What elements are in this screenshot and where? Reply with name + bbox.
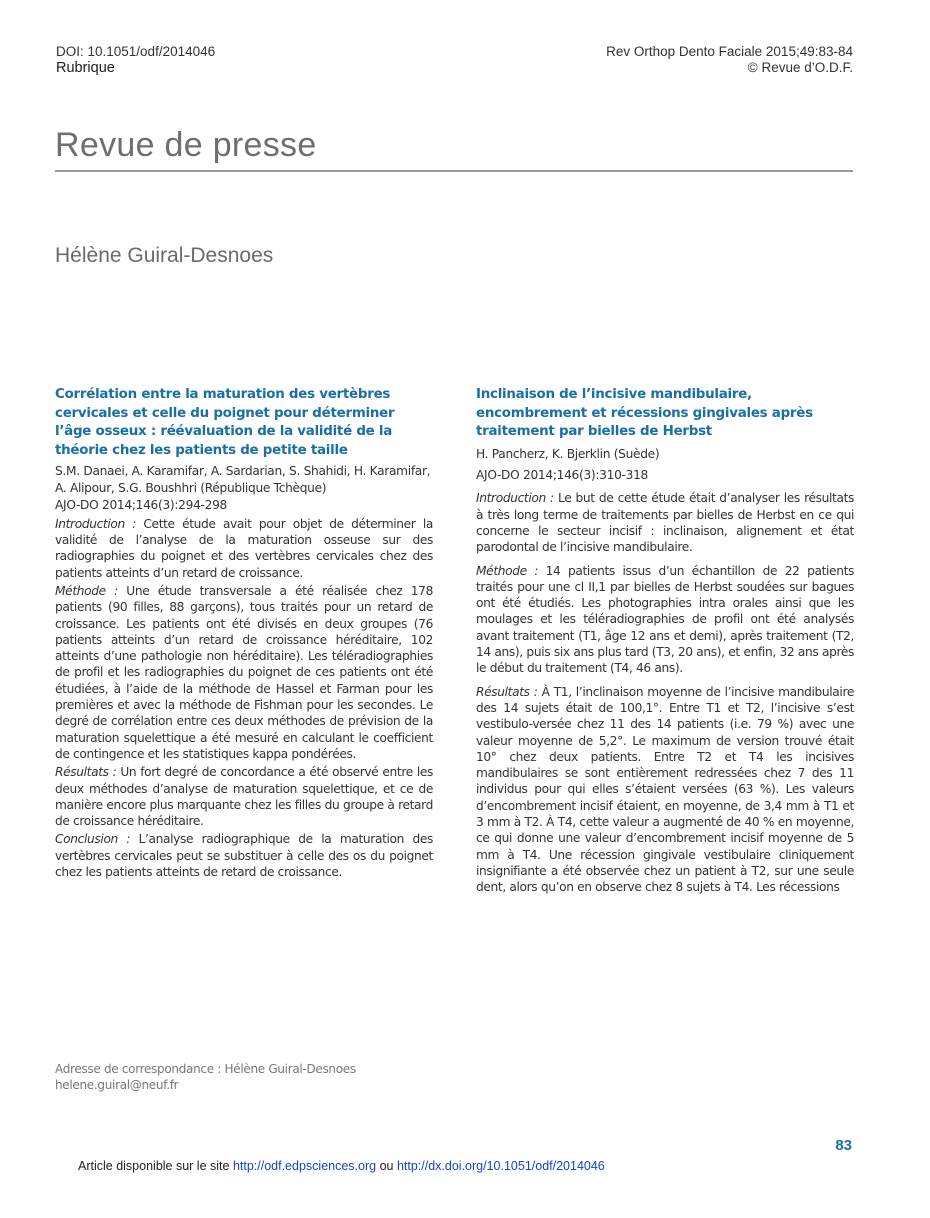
article-resultats (55, 764, 433, 829)
rubrique-label: Rubrique (56, 60, 115, 76)
article-authors: S.M. Danaei, A. Karamifar, A. Sardarian, S. Shahidi, H. Karamifar, (55, 464, 431, 479)
section-text: L’analyse radiographique de la maturation des vertèbres cervicales peut se substituer à celle des os du poignet chez les patients atteints de retard de croissance. (55, 832, 433, 879)
footer-middle: ou (376, 1159, 397, 1173)
doi: DOI: 10.1051/odf/2014046 (56, 44, 216, 59)
correspondence-address: Adresse de correspondance : Hélène Guiral-Desnoes (55, 1062, 356, 1076)
section-label: Conclusion : (55, 832, 131, 847)
footer (78, 1159, 605, 1173)
article-authors: H. Pancherz, K. Bjerklin (Suède) (476, 446, 660, 461)
section-text: Un fort degré de concordance a été observé entre les deux méthodes d’analyse de maturation squelettique, et ce de manière encore plus marquante chez les filles du groupe à retard de croissance héréditaire. (55, 765, 433, 829)
copyright: © Revue d’O.D.F. (747, 60, 853, 75)
footer-link-edpsciences[interactable]: http://odf.edpsciences.org (232, 1159, 377, 1173)
section-text: À T1, l’inclinaison moyenne de l’incisive mandibulaire des 14 sujets était de 100,1°. Entre T1 et T2, l’incisive s’est vestibulo-versée chez 11 des 14 patients (i.e. 79 %) avec une valeur moyenne de 5,2°. Le maximum de version trouvé était 10° chez deux patients. Entre T2 et T4 les incisives mandibulaires se sont entièrement redressées chez 7 des 11 individus pour qui elles s’étaient versées (63 %). Les valeurs d’encombrement incisif étaient, en moyenne, de 3,4 mm à T1 et 3 mm à T2. À T4, cette valeur a augmenté de 40 % en moyenne, ce qui donne une valeur d’encombrement incisif moyenne de 5 mm à T4. Une récession gingivale vestibulaire cliniquement insignifiante a été observée chez un patient à T2, sur une seule dent, alors qu’on en observe chez 8 sujets à T4. Les récessions (476, 684, 854, 895)
article-introduction (476, 490, 854, 555)
title-divider (55, 170, 853, 172)
journal-reference: Rev Orthop Dento Faciale 2015;49:83-84 (606, 44, 853, 59)
article-title: Corrélation entre la maturation des vertèbres cervicales et celle du poignet pour déterminer l’âge osseux : réévaluation de la validité de la théorie chez les patients de petite taille (55, 387, 395, 458)
section-label: Introduction : (476, 491, 554, 506)
article-title: Inclinaison de l’incisive mandibulaire, encombrement et récessions gingivales après traitement par bielles de Herbst (476, 387, 813, 440)
article-reference: AJO-DO 2014;146(3):294-298 (55, 497, 227, 512)
footer-link-doi[interactable]: http://dx.doi.org/10.1051/odf/2014046 (396, 1159, 605, 1173)
section-text: Une étude transversale a été réalisée chez 178 patients (90 filles, 88 garçons), tous traités pour un retard de croissance. Les patients ont été divisés en deux groupes (76 patients atteints d’un retard de croissance héréditaire, 102 atteints d’une pathologie non héréditaire). Les téléradiographies de profil et les radiographies du poignet de ces patients ont été étudiées, à l’aide de la méthode de Hassel et Farman pour les premières et avec la méthode de Fishman pour les secondes. Le degré de corrélation entre ces deux méthodes de prévision de la maturation squelettique a été mesuré en calculant le coefficient de contingence et les statistiques kappa pondérées. (55, 583, 433, 761)
section-label: Introduction : (55, 516, 137, 531)
article-column-right (476, 386, 854, 896)
article-methode (55, 583, 433, 762)
section-label: Résultats : (55, 765, 117, 780)
section-label: Méthode : (55, 583, 118, 598)
article-authors-continued: A. Alipour, S.G. Boushhri (République Tchèque) (55, 481, 327, 496)
section-text: 14 patients issus d’un échantillon de 22 patients traités pour une cl II,1 par bielles de Herbst soudées sur bagues ont été étudiés. Les photographies intra orales ainsi que les moulages et les téléradiographies de profil ont été analysés avant traitement (T1, âge 12 ans et demi), après traitement (T2, 14 ans), puis six ans plus tard (T3, 20 ans), et enfin, 32 ans après le début du traitement (T4, 46 ans). (476, 563, 854, 676)
section-label: Méthode : (476, 563, 539, 578)
article-resultats (476, 684, 854, 896)
section-text: Cette étude avait pour objet de déterminer la validité de l’analyse de la maturation osseuse sur des radiographies du poignet et des vertèbres cervicales chez des patients atteints d’un retard de croissance. (55, 516, 433, 580)
correspondence-email: helene.guiral@neuf.fr (55, 1078, 179, 1092)
article-methode (476, 563, 854, 677)
section-text: Le but de cette étude était d’analyser les résultats à très long terme de traitements par bielles de Herbst en ce qui concerne le secteur incisif : inclinaison, alignement et état parodontal de l’incisive mandibulaire. (476, 491, 854, 555)
section-label: Résultats : (476, 684, 538, 699)
article-conclusion (55, 831, 433, 880)
article-introduction (55, 516, 433, 581)
article-reference: AJO-DO 2014;146(3):310-318 (476, 467, 648, 482)
page-number: 83 (835, 1137, 852, 1154)
footer-prefix: Article disponible sur le site (78, 1159, 233, 1173)
article-column-left (55, 386, 433, 880)
page-title: Revue de presse (55, 126, 317, 164)
author-name: Hélène Guiral-Desnoes (55, 244, 274, 267)
